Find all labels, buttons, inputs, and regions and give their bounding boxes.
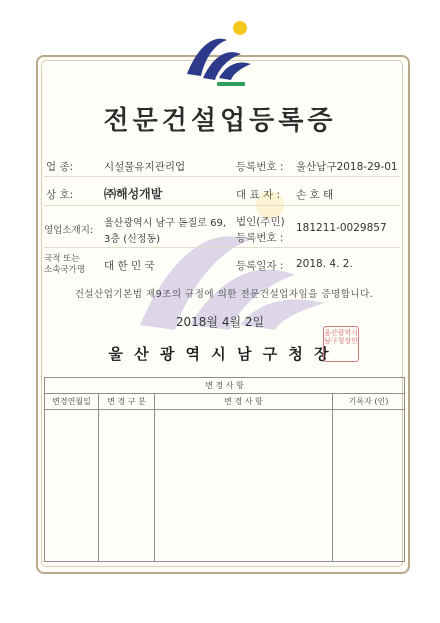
issuer-name: 울 산 광 역 시 남 구 청 장: [108, 345, 332, 363]
company-name-label: 상 호:: [46, 189, 74, 201]
registration-date-label: 등록일자 :: [236, 260, 284, 272]
row-divider: [44, 176, 400, 177]
business-type-label: 업 종:: [46, 161, 74, 173]
document-title: 전문건설업등록증: [103, 106, 337, 136]
nationality-value: 대 한 민 국: [104, 260, 155, 272]
change-table-title: 변 경 사 항: [45, 378, 405, 394]
table-cell: [45, 410, 99, 562]
col-change-date: 변경연월일: [45, 394, 99, 410]
registration-number-label: 등록번호 :: [236, 161, 284, 173]
nationality-label-line1: 국적 또는: [44, 254, 80, 264]
change-history-table: [44, 377, 405, 562]
corp-number-value: 181211-0029857: [296, 222, 387, 234]
address-label: 영업소재지:: [44, 225, 94, 236]
corp-number-label-2: 등록번호 :: [236, 232, 284, 244]
company-name-value: ㈜해성개발: [104, 187, 163, 201]
address-value-line2: 3층 (신정동): [104, 234, 160, 245]
seal-text: 울산광역시남구청장인: [324, 329, 358, 345]
col-recorder: 기록자 (인): [333, 394, 405, 410]
representative-value: 손 호 태: [296, 189, 334, 201]
official-seal: [323, 326, 359, 362]
ulsan-emblem-logo: [183, 18, 263, 90]
table-cell: [99, 410, 155, 562]
row-divider: [44, 247, 400, 248]
representative-label: 대 표 자 :: [236, 189, 280, 201]
table-cell: [155, 410, 333, 562]
registration-number-value: 울산남구2018-29-01: [296, 161, 398, 173]
certification-statement: 건설산업기본법 제9조의 규정에 의한 전문건설업자임을 증명합니다.: [74, 289, 374, 300]
corp-number-label: 법인(주민): [236, 216, 285, 228]
address-value-line1: 울산광역시 남구 돋질로 69,: [104, 218, 227, 229]
row-divider: [44, 205, 400, 206]
table-cell: [333, 410, 405, 562]
nationality-label-line2: 소속국가명: [44, 265, 86, 275]
business-type-value: 시설물유지관리업: [104, 161, 186, 173]
issue-date: 2018월 4월 2일: [175, 315, 265, 329]
col-change-details: 변 경 사 항: [155, 394, 333, 410]
registration-date-value: 2018. 4. 2.: [296, 258, 353, 270]
col-change-type: 변 경 구 분: [99, 394, 155, 410]
